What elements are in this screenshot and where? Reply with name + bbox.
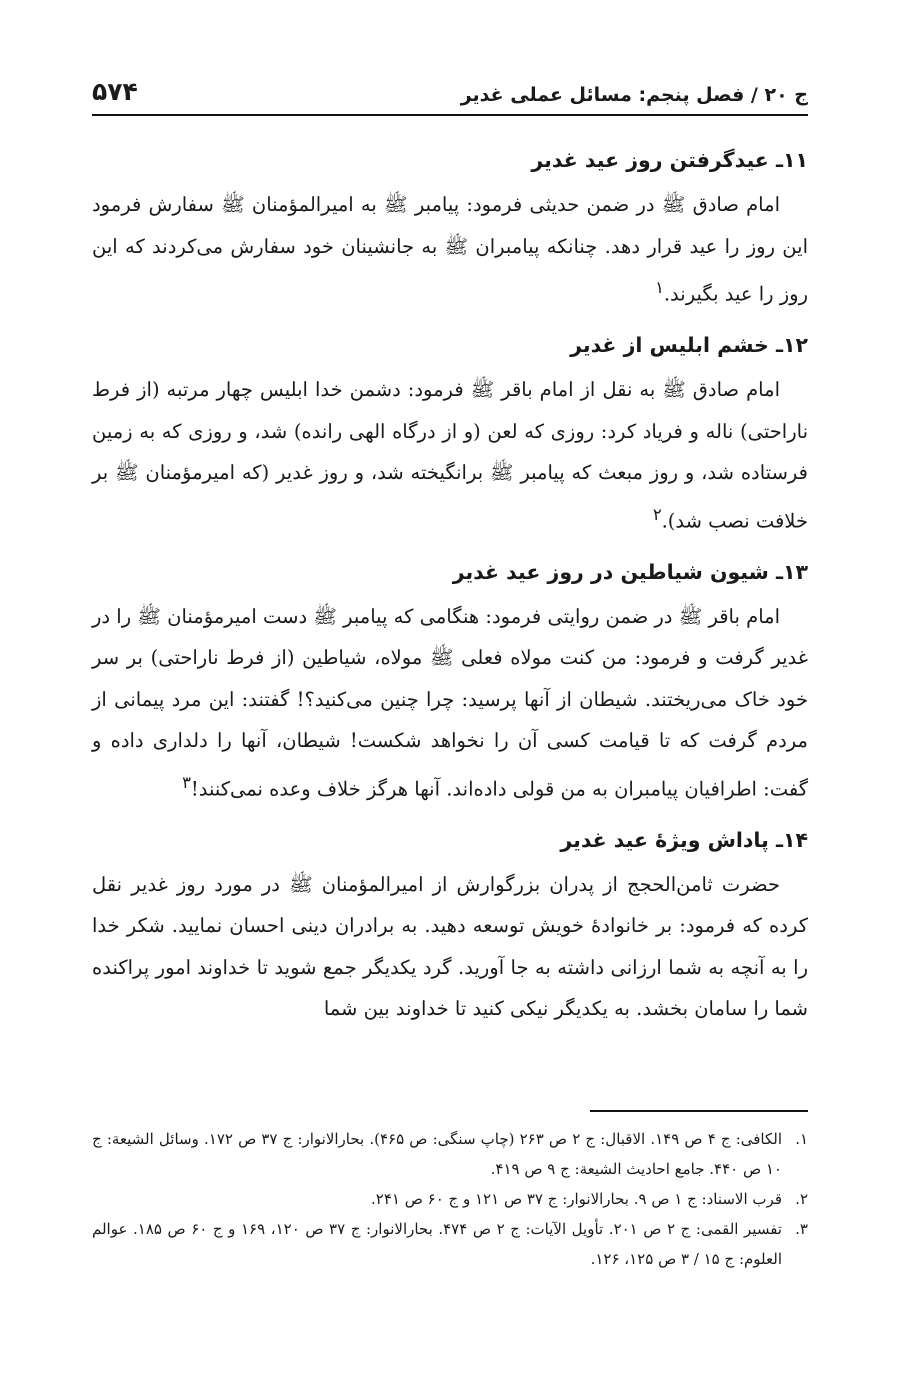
section-paragraph — [92, 596, 808, 810]
page-number: ۵۷۴ — [92, 77, 138, 106]
section-14 — [92, 820, 808, 1030]
section-paragraph — [92, 184, 808, 315]
section-paragraph — [92, 369, 808, 542]
section-11 — [92, 140, 808, 315]
paragraph-text: امام صادق ﷺ در ضمن حدیثی فرمود: پیامبر ﷺ به امیرالمؤمنان ﷺ سفارش فرمود این روز را عید قرار دهد. چنانکه پیامبران ﷺ به جانشینان خود سفارش می‌کردند که این روز را عید بگیرند. — [92, 193, 808, 306]
footnote-text: تفسیر القمی: ج ۲ ص ۲۰۱. تأویل الآیات: ج ۲ ص ۴۷۴. بحارالانوار: ج ۳۷ ص ۱۲۰، ۱۶۹ و ج ۶۰ ص ۱۸۵. عوالم العلوم: ج ۱۵ / ۳ ص ۱۲۵، ۱۲۶. — [92, 1220, 782, 1268]
footnote-divider — [590, 1110, 808, 1112]
footnotes — [92, 1124, 808, 1274]
footnote-number: ۱. — [795, 1130, 809, 1148]
footnote-item — [92, 1124, 808, 1184]
section-12 — [92, 325, 808, 542]
section-title: ۱۴ـ پاداش ویژهٔ عید غدیر — [560, 827, 808, 852]
running-header — [92, 68, 808, 116]
paragraph-text: امام باقر ﷺ در ضمن روایتی فرمود: هنگامی که پیامبر ﷺ دست امیرمؤمنان ﷺ را در غدیر گرفت و فرمود: من کنت مولاه فعلی ﷺ مولاه، شیاطین (از فرط ناراحتی) بر سر خود خاک می‌ریختند. شیطان از آنها پرسید: چرا چنین می‌کنید؟! گفتند: این مرد پیمانی از مردم گرفت که تا قیامت کسی آن را نخواهد شکست! شیطان، آنها را دلداری داده و گفت: اطرافیان پیامبران به من قولی داده‌اند. آنها هرگز خلاف وعده نمی‌کنند! — [92, 604, 808, 800]
footnote-text: قرب الاسناد: ج ۱ ص ۹. بحارالانوار: ج ۳۷ ص ۱۲۱ و ج ۶۰ ص ۲۴۱. — [371, 1190, 782, 1208]
section-paragraph — [92, 864, 808, 1030]
footnote-item — [92, 1214, 808, 1274]
footnote-ref: ۳ — [182, 772, 191, 792]
footnote-number: ۳. — [795, 1220, 808, 1238]
paragraph-text: حضرت ثامن‌الحجج از پدران بزرگوارش از امیرالمؤمنان ﷺ در مورد روز غدیر نقل کرده که فرمود: بر خانوادهٔ خویش توسعه دهید. به برادران دینی احسان نمایید. شکر خدا را به آنچه به شما ارزانی داشته به جا آورید. گرد یکدیگر جمع شوید تا خداوند امور پراکنده شما را سامان بخشد. به یکدیگر نیکی کنید تا خداوند بین شما — [92, 872, 808, 1020]
header-title: ج ۲۰ / فصل پنجم: مسائل عملی غدیر — [460, 84, 808, 106]
footnote-number: ۲. — [795, 1190, 808, 1208]
section-title: ۱۲ـ خشم ابلیس از غدیر — [570, 333, 808, 357]
section-title: ۱۱ـ عیدگرفتن روز عید غدیر — [531, 148, 808, 172]
footnote-item — [92, 1184, 808, 1214]
footnote-ref: ۲ — [652, 504, 662, 524]
footnote-ref: ۱ — [655, 278, 664, 297]
paragraph-text: امام صادق ﷺ به نقل از امام باقر ﷺ فرمود: دشمن خدا ابلیس چهار مرتبه (از فرط ناراحتی) ناله و فریاد کرد: روزی که لعن (و از درگاه الهی رانده) شد، و روزی که به زمین فرستاده شد، و روز مبعث که پیامبر ﷺ برانگیخته شد، و روز غدیر (که امیرمؤمنان ﷺ بر خلافت نصب شد). — [92, 378, 808, 532]
page-body — [92, 140, 808, 1040]
footnote-text: الکافی: ج ۴ ص ۱۴۹. الاقبال: ج ۲ ص ۲۶۳ (چاپ سنگی: ص ۴۶۵). بحارالانوار: ج ۳۷ ص ۱۷۲. وسائل الشیعة: ج ۱۰ ص ۴۴۰. جامع احادیث الشیعة: ج ۹ ص ۴۱۹. — [92, 1130, 783, 1178]
section-13 — [92, 552, 808, 810]
section-title: ۱۳ـ شیون شیاطین در روز عید غدیر — [452, 559, 808, 584]
